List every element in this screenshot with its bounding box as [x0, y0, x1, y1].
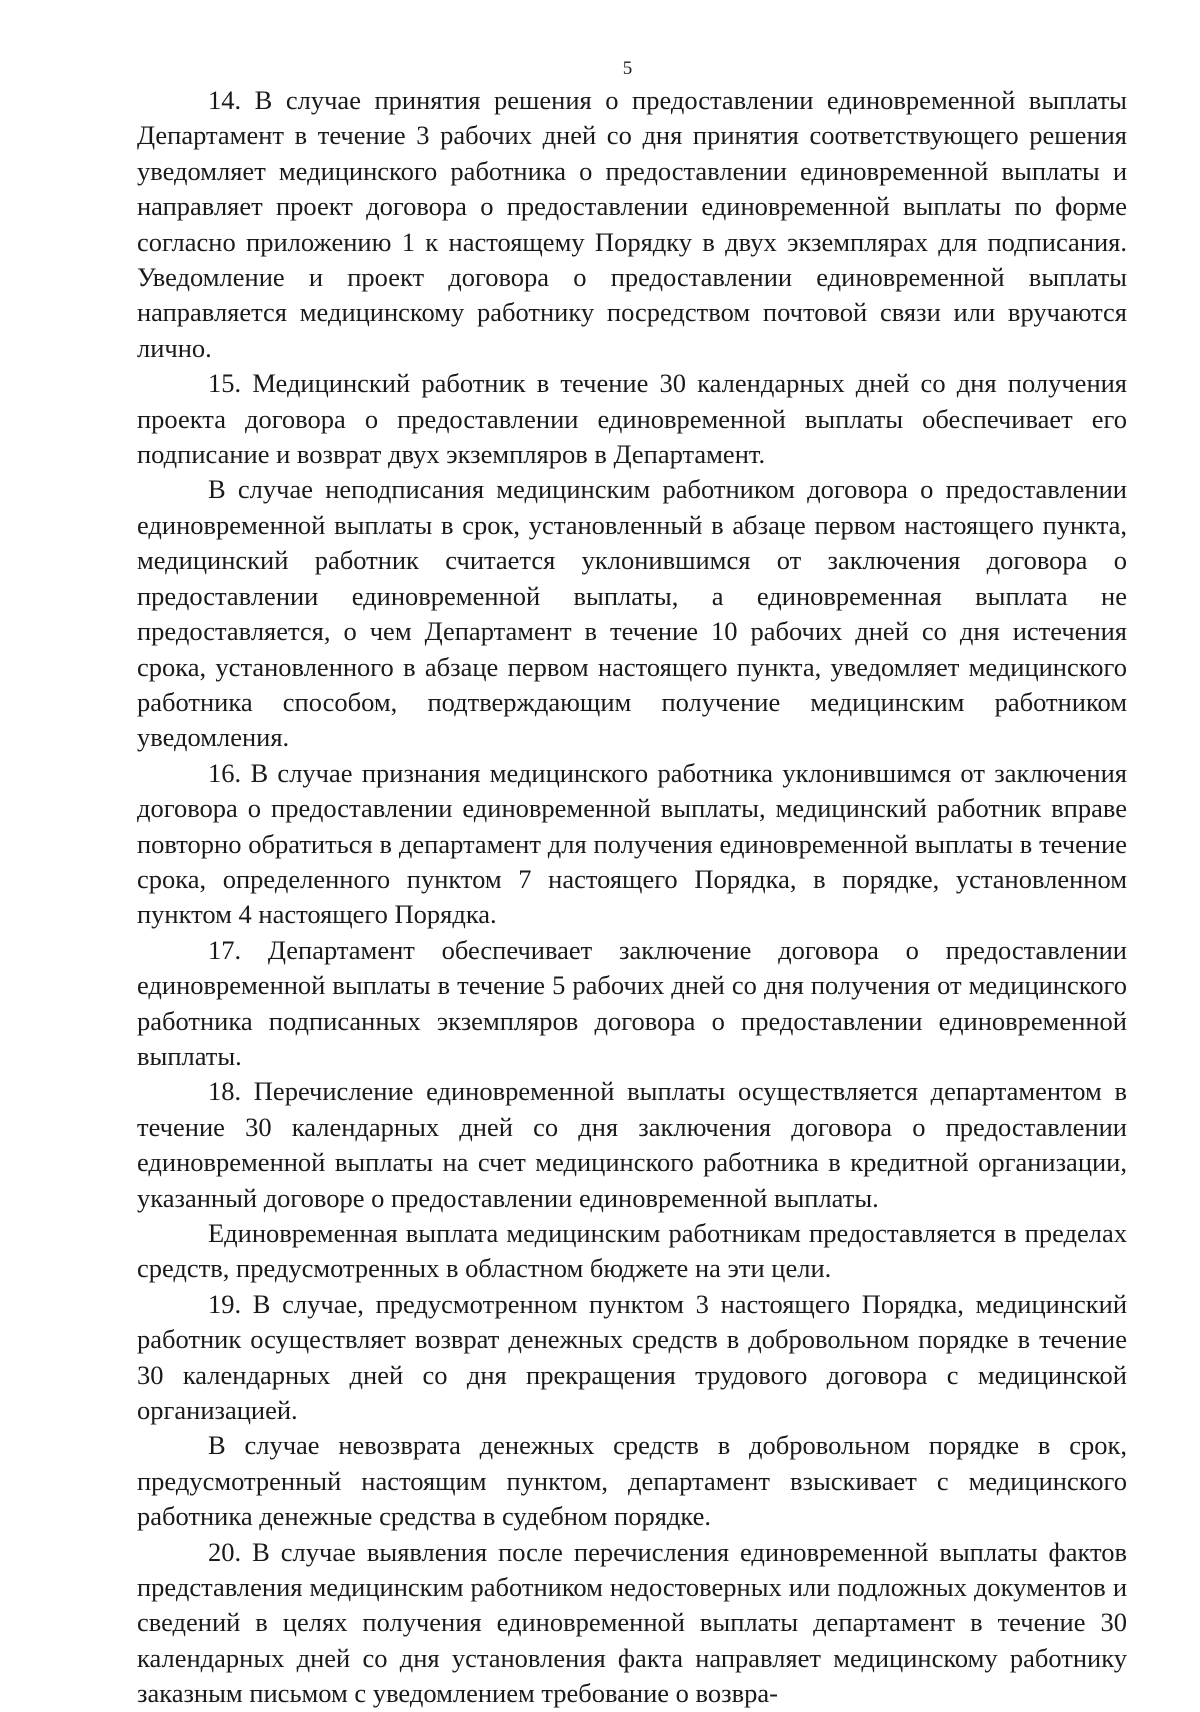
paragraph-17: 17. Департамент обеспечивает заключение договора о предоставлении единовременной выплаты в течение 5 рабочих дней со дня получения от медицинского работника подписанных экземпляров договора о предоставлении единовременной выплаты.: [137, 934, 1127, 1071]
paragraph-20: 20. В случае выявления после перечисления единовременной выплаты фактов представления медицинским работником недостоверных или подложных документов и сведений в целях получения единовременной выплаты департамент в течение 30 календарных дней со дня установления факта направляет медицинскому работнику заказным письмом с уведомлением требование о возвра-: [137, 1536, 1127, 1709]
paragraph-16: 16. В случае признания медицинского работника уклонившимся от заключения договора о предоставлении единовременной выплаты, медицинский работник вправе повторно обратиться в департамент для получения единовременной выплаты в течение срока, определенного пунктом 7 настоящего Порядка, в порядке, установленном пунктом 4 настоящего Порядка.: [137, 757, 1127, 930]
paragraph-15: 15. Медицинский работник в течение 30 календарных дней со дня получения проекта договора о предоставлении единовременной выплаты обеспечивает его подписание и возврат двух экземпляров в Департамент.: [137, 368, 1127, 470]
paragraph-19: 19. В случае, предусмотренном пунктом 3 настоящего Порядка, медицинский работник осуществляет возврат денежных средств в добровольном порядке в течение 30 календарных дней со дня прекращения трудового договора с медицинской организацией.: [137, 1288, 1127, 1426]
paragraph-18: 18. Перечисление единовременной выплаты осуществляется департаментом в течение 30 календарных дней со дня заключения договора о предоставлении единовременной выплаты на счет медицинского работника в кредитной организации, указанный договоре о предоставлении единовременной выплаты.: [137, 1076, 1127, 1213]
paragraph-18-budget-limits: Единовременная выплата медицинским работникам предоставляется в пределах средств, предусмотренных в областном бюджете на эти цели.: [137, 1218, 1127, 1284]
page-number: 5: [622, 58, 633, 79]
paragraph-19-non-return: В случае невозврата денежных средств в добровольном порядке в срок, предусмотренный настоящим пунктом, департамент взыскивает с медицинского работника денежные средства в судебном порядке.: [137, 1430, 1127, 1532]
paragraph-14: 14. В случае принятия решения о предоставлении единовременной выплаты Департамент в течение 3 рабочих дней со дня принятия соответствующего решения уведомляет медицинского работника о предоставлении единовременной выплаты и направляет проект договора о предоставлении единовременной выплаты по форме согласно приложению 1 к настоящему Порядку в двух экземплярах для подписания. Уведомление и проект договора о предоставлении единовременной выплаты направляется медицинскому работнику посредством почтовой связи или вручаются лично.: [137, 85, 1127, 363]
paragraph-15-non-signing: В случае неподписания медицинским работником договора о предоставлении единовременной выплаты в срок, установленный в абзаце первом настоящего пункта, медицинский работник считается уклонившимся от заключения договора о предоставлении единовременной выплаты, а единовременная выплата не предоставляется, о чем Департамент в течение 10 рабочих дней со дня истечения срока, установленного в абзаце первом настоящего пункта, уведомляет медицинского работника способом, подтверждающим получение медицинским работником уведомления.: [137, 474, 1127, 753]
document-body: [137, 83, 1127, 1712]
